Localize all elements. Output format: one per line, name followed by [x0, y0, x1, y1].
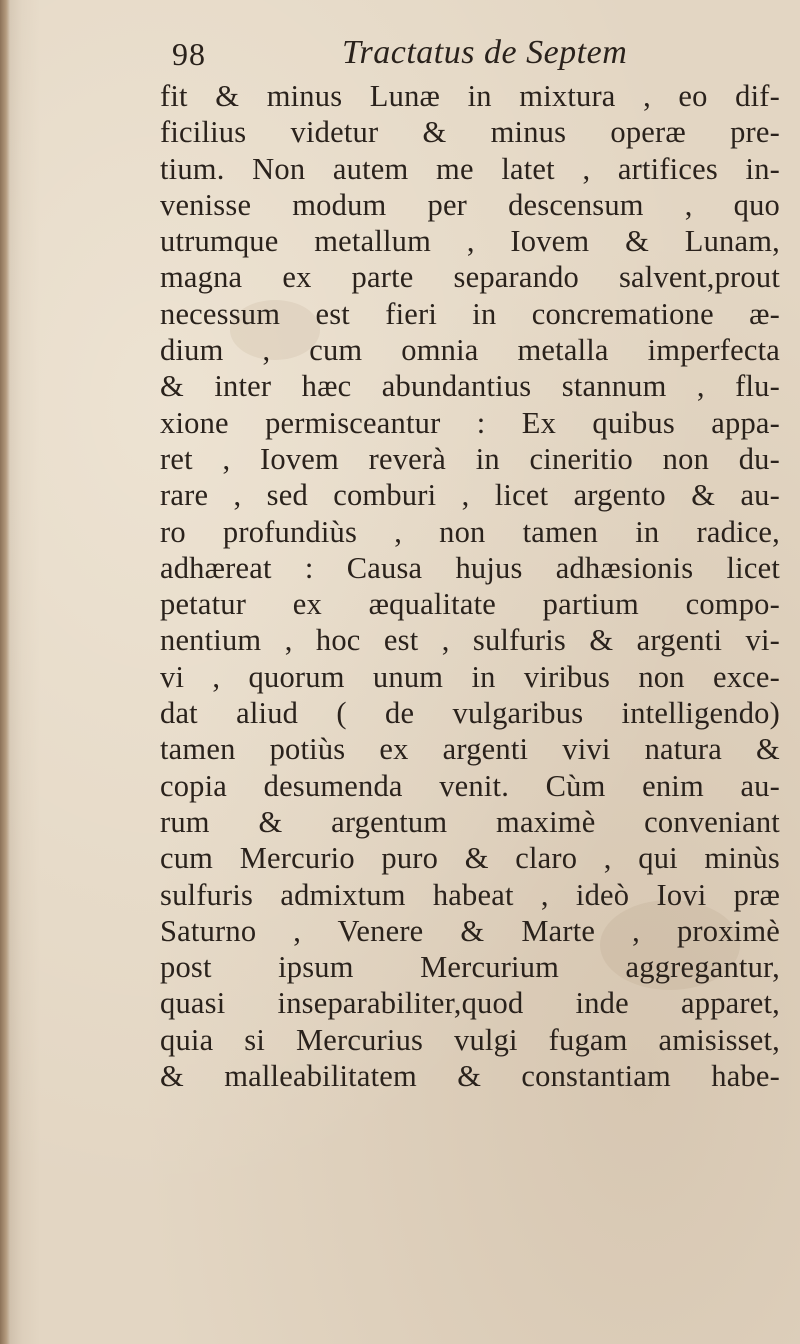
binding-edge [0, 0, 10, 1344]
text-line: dium , cum omnia metalla imperfecta [160, 333, 780, 368]
running-head [170, 34, 770, 74]
text-line: magna ex parte separando salvent,prout [160, 260, 780, 295]
text-line: post ipsum Mercurium aggregantur, [160, 950, 780, 985]
text-line: tamen potiùs ex argenti vivi natura & [160, 732, 780, 767]
text-line: sulfuris admixtum habeat , ideò Iovi præ [160, 877, 780, 912]
body-text [160, 78, 780, 1094]
text-line: necessum est fieri in concrematione æ- [160, 296, 780, 331]
text-line: nentium , hoc est , sulfuris & argenti vi- [160, 623, 780, 658]
text-line: quasi inseparabiliter,quod inde apparet, [160, 986, 780, 1021]
text-line: ro profundiùs , non tamen in radice, [160, 514, 780, 549]
text-line: rum & argentum maximè conveniant [160, 804, 780, 839]
text-line: petatur ex æqualitate partium compo- [160, 587, 780, 622]
text-line: Saturno , Venere & Marte , proximè [160, 913, 780, 948]
text-line: cum Mercurio puro & claro , qui minùs [160, 841, 780, 876]
text-line: rare , sed comburi , licet argento & au- [160, 478, 780, 513]
running-title: Tractatus de Septem [342, 34, 628, 71]
text-line: quia si Mercurius vulgi fugam amisisset, [160, 1022, 780, 1057]
text-line: adhæreat : Causa hujus adhæsionis licet [160, 550, 780, 585]
page-number: 98 [172, 36, 206, 72]
text-line: & malleabilitatem & constantiam habe- [160, 1059, 780, 1094]
text-line: ret , Iovem reverà in cineritio non du- [160, 441, 780, 476]
text-line: copia desumenda venit. Cùm enim au- [160, 768, 780, 803]
text-line: fit & minus Lunæ in mixtura , eo dif- [160, 79, 780, 113]
text-line: & inter hæc abundantius stannum , flu- [160, 369, 780, 404]
text-line: ficilius videtur & minus operæ pre- [160, 115, 780, 150]
text-line: venisse modum per descensum , quo [160, 187, 780, 222]
text-line: tium. Non autem me latet , artifices in- [160, 151, 780, 186]
text-line: vi , quorum unum in viribus non exce- [160, 659, 780, 694]
text-line: utrumque metallum , Iovem & Lunam, [160, 224, 780, 259]
text-line: xione permisceantur : Ex quibus appa- [160, 405, 780, 440]
text-line: dat aliud ( de vulgaribus intelligendo) [160, 696, 780, 731]
